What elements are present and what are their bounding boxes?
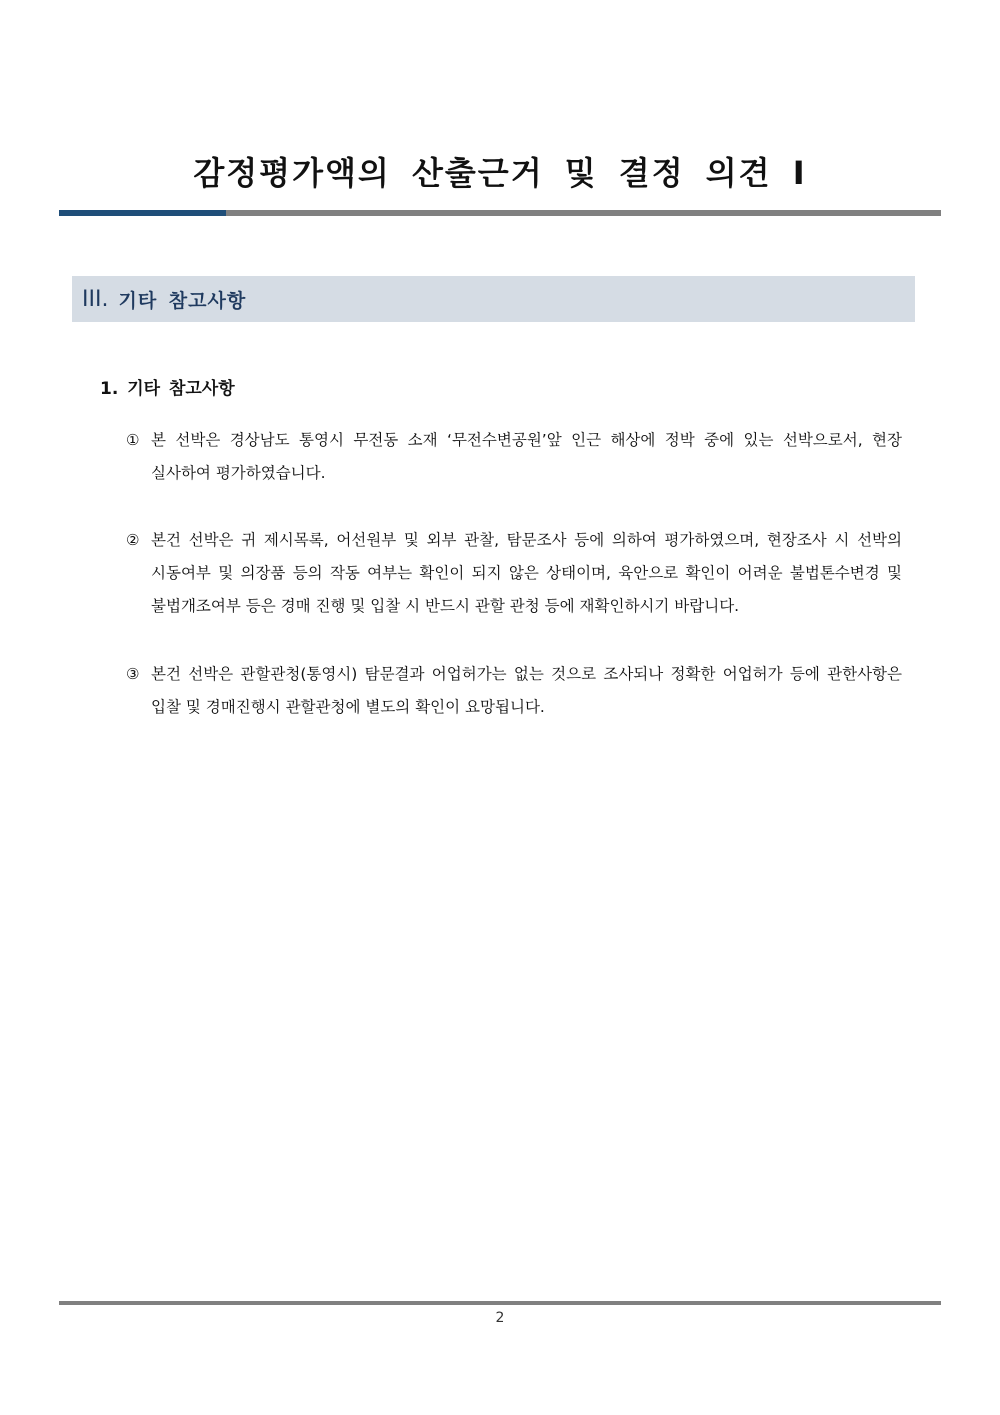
title-rule xyxy=(59,210,941,216)
note-item-1 xyxy=(126,424,902,490)
page-title: 감정평가액의 산출근거 및 결정 의견 I xyxy=(193,154,807,192)
subsection-title: 1. 기타 참고사항 xyxy=(100,379,235,399)
section-header-bar xyxy=(72,276,915,322)
note-text-2: 본건 선박은 귀 제시목록, 어선원부 및 외부 관찰, 탐문조사 등에 의하여 평가하였으며, 현장조사 시 선박의 시동여부 및 의장품 등의 작동 여부는 확인이 되지 않은 상태이며, 육안으로 확인이 어려운 불법톤수변경 및 불법개조여부 등은 경매 진행 및 입찰 시 반드시 관할 관청 등에 재확인하시기 바랍니다. xyxy=(151,531,902,615)
note-marker-1: ① xyxy=(126,431,140,449)
note-item-2 xyxy=(126,524,902,623)
footer-rule xyxy=(59,1301,941,1305)
note-item-3 xyxy=(126,658,902,724)
section-title: 기타 참고사항 xyxy=(118,289,247,312)
title-rule-accent xyxy=(59,210,226,216)
note-marker-3: ③ xyxy=(126,665,140,683)
note-text-1: 본 선박은 경상남도 통영시 무전동 소재 ‘무전수변공원’앞 인근 해상에 정박 중에 있는 선박으로서, 현장 실사하여 평가하였습니다. xyxy=(151,431,902,482)
section-number: III. xyxy=(82,286,109,312)
note-text-3: 본건 선박은 관할관청(통영시) 탐문결과 어업허가는 없는 것으로 조사되나 정확한 어업허가 등에 관한사항은 입찰 및 경매진행시 관할관청에 별도의 확인이 요망됩니다. xyxy=(151,665,902,716)
page-number: 2 xyxy=(495,1310,505,1326)
note-marker-2: ② xyxy=(126,531,140,549)
